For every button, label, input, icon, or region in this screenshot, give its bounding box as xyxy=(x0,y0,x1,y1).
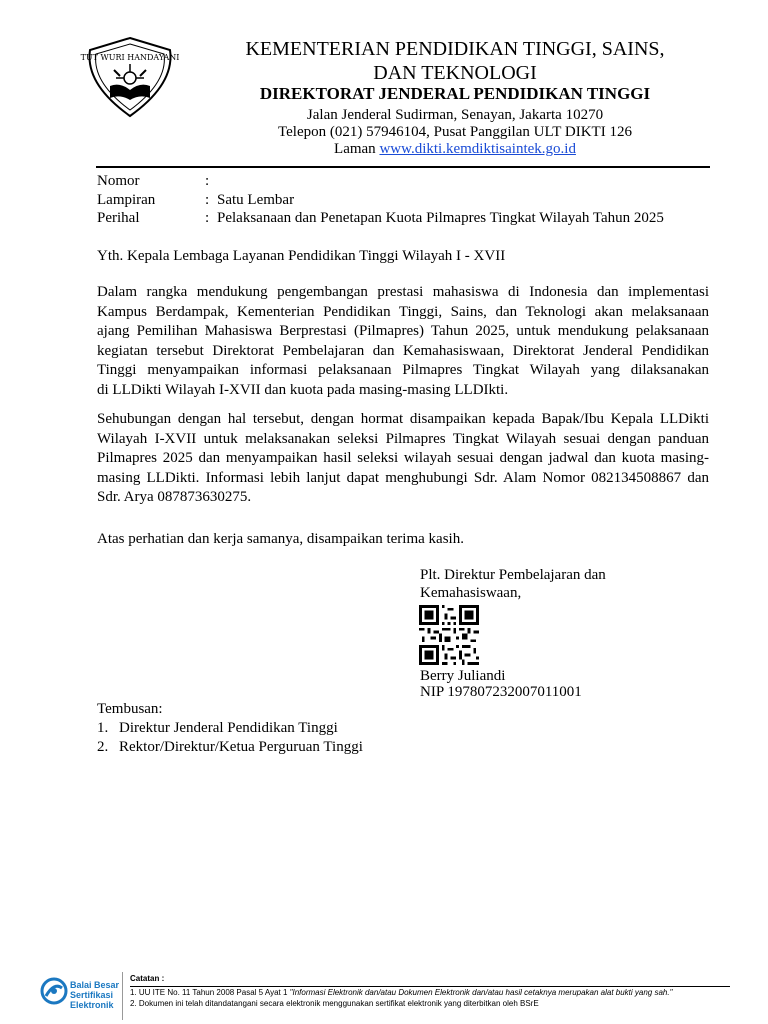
paragraph-1-line: Kampus Berdampak, Kementerian Pendidikan Tinggi, Sains, dan Teknologi akan melaksanaan xyxy=(97,303,709,320)
perihal-value: Pelaksanaan dan Penetapan Kuota Pilmapres Tingkat Wilayah Tahun 2025 xyxy=(217,210,664,226)
header-rule xyxy=(96,166,710,168)
catatan-note-2: 2. Dokumen ini telah ditandatangani secara elektronik menggunakan sertifikat elektronik yang diterbitkan oleh BSrE xyxy=(130,999,539,1008)
tembusan-item-text: Rektor/Direktur/Ketua Perguruan Tinggi xyxy=(119,739,363,755)
lampiran-label: Lampiran xyxy=(97,192,156,208)
catatan-label: Catatan : xyxy=(130,974,165,983)
paragraph-1-line: ajang Pemilihan Mahasiswa Berprestasi (Pilmapres) Tahun 2025, untuk mendukung pelaksanaan xyxy=(97,323,709,339)
tembusan-label: Tembusan: xyxy=(97,701,163,717)
paragraph-2 xyxy=(97,410,709,508)
tembusan-item xyxy=(97,719,363,738)
paragraph-1-line: di LLDikti Wilayah I-XVII dan kuota pada masing-masing LLDIkti. xyxy=(97,381,509,398)
tembusan-item xyxy=(97,738,363,757)
signatory-nip: NIP 197807232007011001 xyxy=(420,684,582,700)
website-link[interactable]: www.dikti.kemdiktisaintek.go.id xyxy=(379,141,576,157)
tembusan xyxy=(97,700,363,757)
tut-wuri-handayani-logo xyxy=(80,34,180,120)
catatan-note-1 xyxy=(130,987,730,998)
nomor-separator: : xyxy=(205,173,210,189)
lampiran-value: Satu Lembar xyxy=(217,192,295,208)
tembusan-item-number: 2. xyxy=(97,739,109,755)
tembusan-item-text: Direktur Jenderal Pendidikan Tinggi xyxy=(119,720,338,736)
bsre-line: Sertifikasi xyxy=(70,990,114,1000)
perihal-separator: : xyxy=(205,210,210,226)
note1-prefix: 1. UU ITE No. 11 Tahun 2008 Pasal 5 Ayat 1 xyxy=(130,988,290,997)
perihal-label: Perihal xyxy=(97,210,140,226)
bsre-line: Balai Besar xyxy=(70,980,120,990)
address: Jalan Jenderal Sudirman, Senayan, Jakarta 10270 xyxy=(306,107,604,123)
footer-divider xyxy=(122,972,123,1020)
paragraph-2-line: masing LLDikti. Informasi lebih lanjut dapat menghubungi Sdr. Alam Nomor 082134508867 dan xyxy=(97,469,709,486)
paragraph-2-line: Pilmapres 2025 dan menyampaikan hasil seleksi wilayah sesuai dengan jadwal dan kuota masing- xyxy=(97,450,709,466)
addressee: Yth. Kepala Lembaga Layanan Pendidikan Tinggi Wilayah I - XVII xyxy=(97,248,506,264)
paragraph-1 xyxy=(97,283,709,400)
paragraph-2-line: Wilayah I-XVII untuk melaksanakan seleksi Pilmapres Tingkat Wilayah sesuai dengan panduan xyxy=(97,430,709,447)
lampiran-separator: : xyxy=(205,192,210,208)
bsre-logo-icon xyxy=(40,976,68,1006)
ministry-line1: KEMENTERIAN PENDIDIKAN TINGGI, SAINS, xyxy=(245,38,665,60)
directorate-name: DIREKTORAT JENDERAL PENDIDIKAN TINGGI xyxy=(259,84,651,103)
signatory-name: Berry Juliandi xyxy=(420,668,506,684)
note1-quote: "Informasi Elektronik dan/atau Dokumen Elektronik dan/atau hasil cetaknya merupakan alat bukti yang sah." xyxy=(289,988,673,997)
paragraph-2-line: Sdr. Arya 087873630275. xyxy=(97,489,252,505)
website-label: Laman xyxy=(334,141,376,157)
bsre-line: Elektronik xyxy=(70,1000,114,1010)
svg-text:TUT WURI HANDAYANI: TUT WURI HANDAYANI xyxy=(80,53,180,62)
signature-title-2: Kemahasiswaan, xyxy=(420,585,522,601)
bsre-name xyxy=(70,980,119,1010)
signature-qr-code xyxy=(419,605,479,665)
catatan xyxy=(130,973,730,1009)
website-line xyxy=(185,141,725,158)
nomor-label: Nomor xyxy=(97,173,140,189)
phone: Telepon (021) 57946104, Pusat Panggilan ULT DIKTI 126 xyxy=(278,124,632,140)
ministry-line2: DAN TEKNOLOGI xyxy=(373,62,537,84)
closing: Atas perhatian dan kerja samanya, disampaikan terima kasih. xyxy=(97,531,464,547)
paragraph-1-line: Tinggi menyampaikan informasi pelaksanaan Pilmapres Tingkat Wilayah yang dilaksanakan xyxy=(97,362,709,378)
paragraph-2-line: Sehubungan dengan hal tersebut, dengan hormat disampaikan kepada Bapak/Ibu Kepala LLDikti xyxy=(97,411,709,427)
paragraph-1-line: Dalam rangka mendukung pengembangan prestasi mahasiswa di Indonesia dan implementasi xyxy=(97,284,709,300)
tembusan-item-number: 1. xyxy=(97,720,109,736)
paragraph-1-line: kegiatan tersebut Direktorat Pembelajaran dan Kemahasiswaan, Direktorat Jenderal Pendidikan xyxy=(97,342,709,359)
signature-title-1: Plt. Direktur Pembelajaran dan xyxy=(420,567,606,583)
